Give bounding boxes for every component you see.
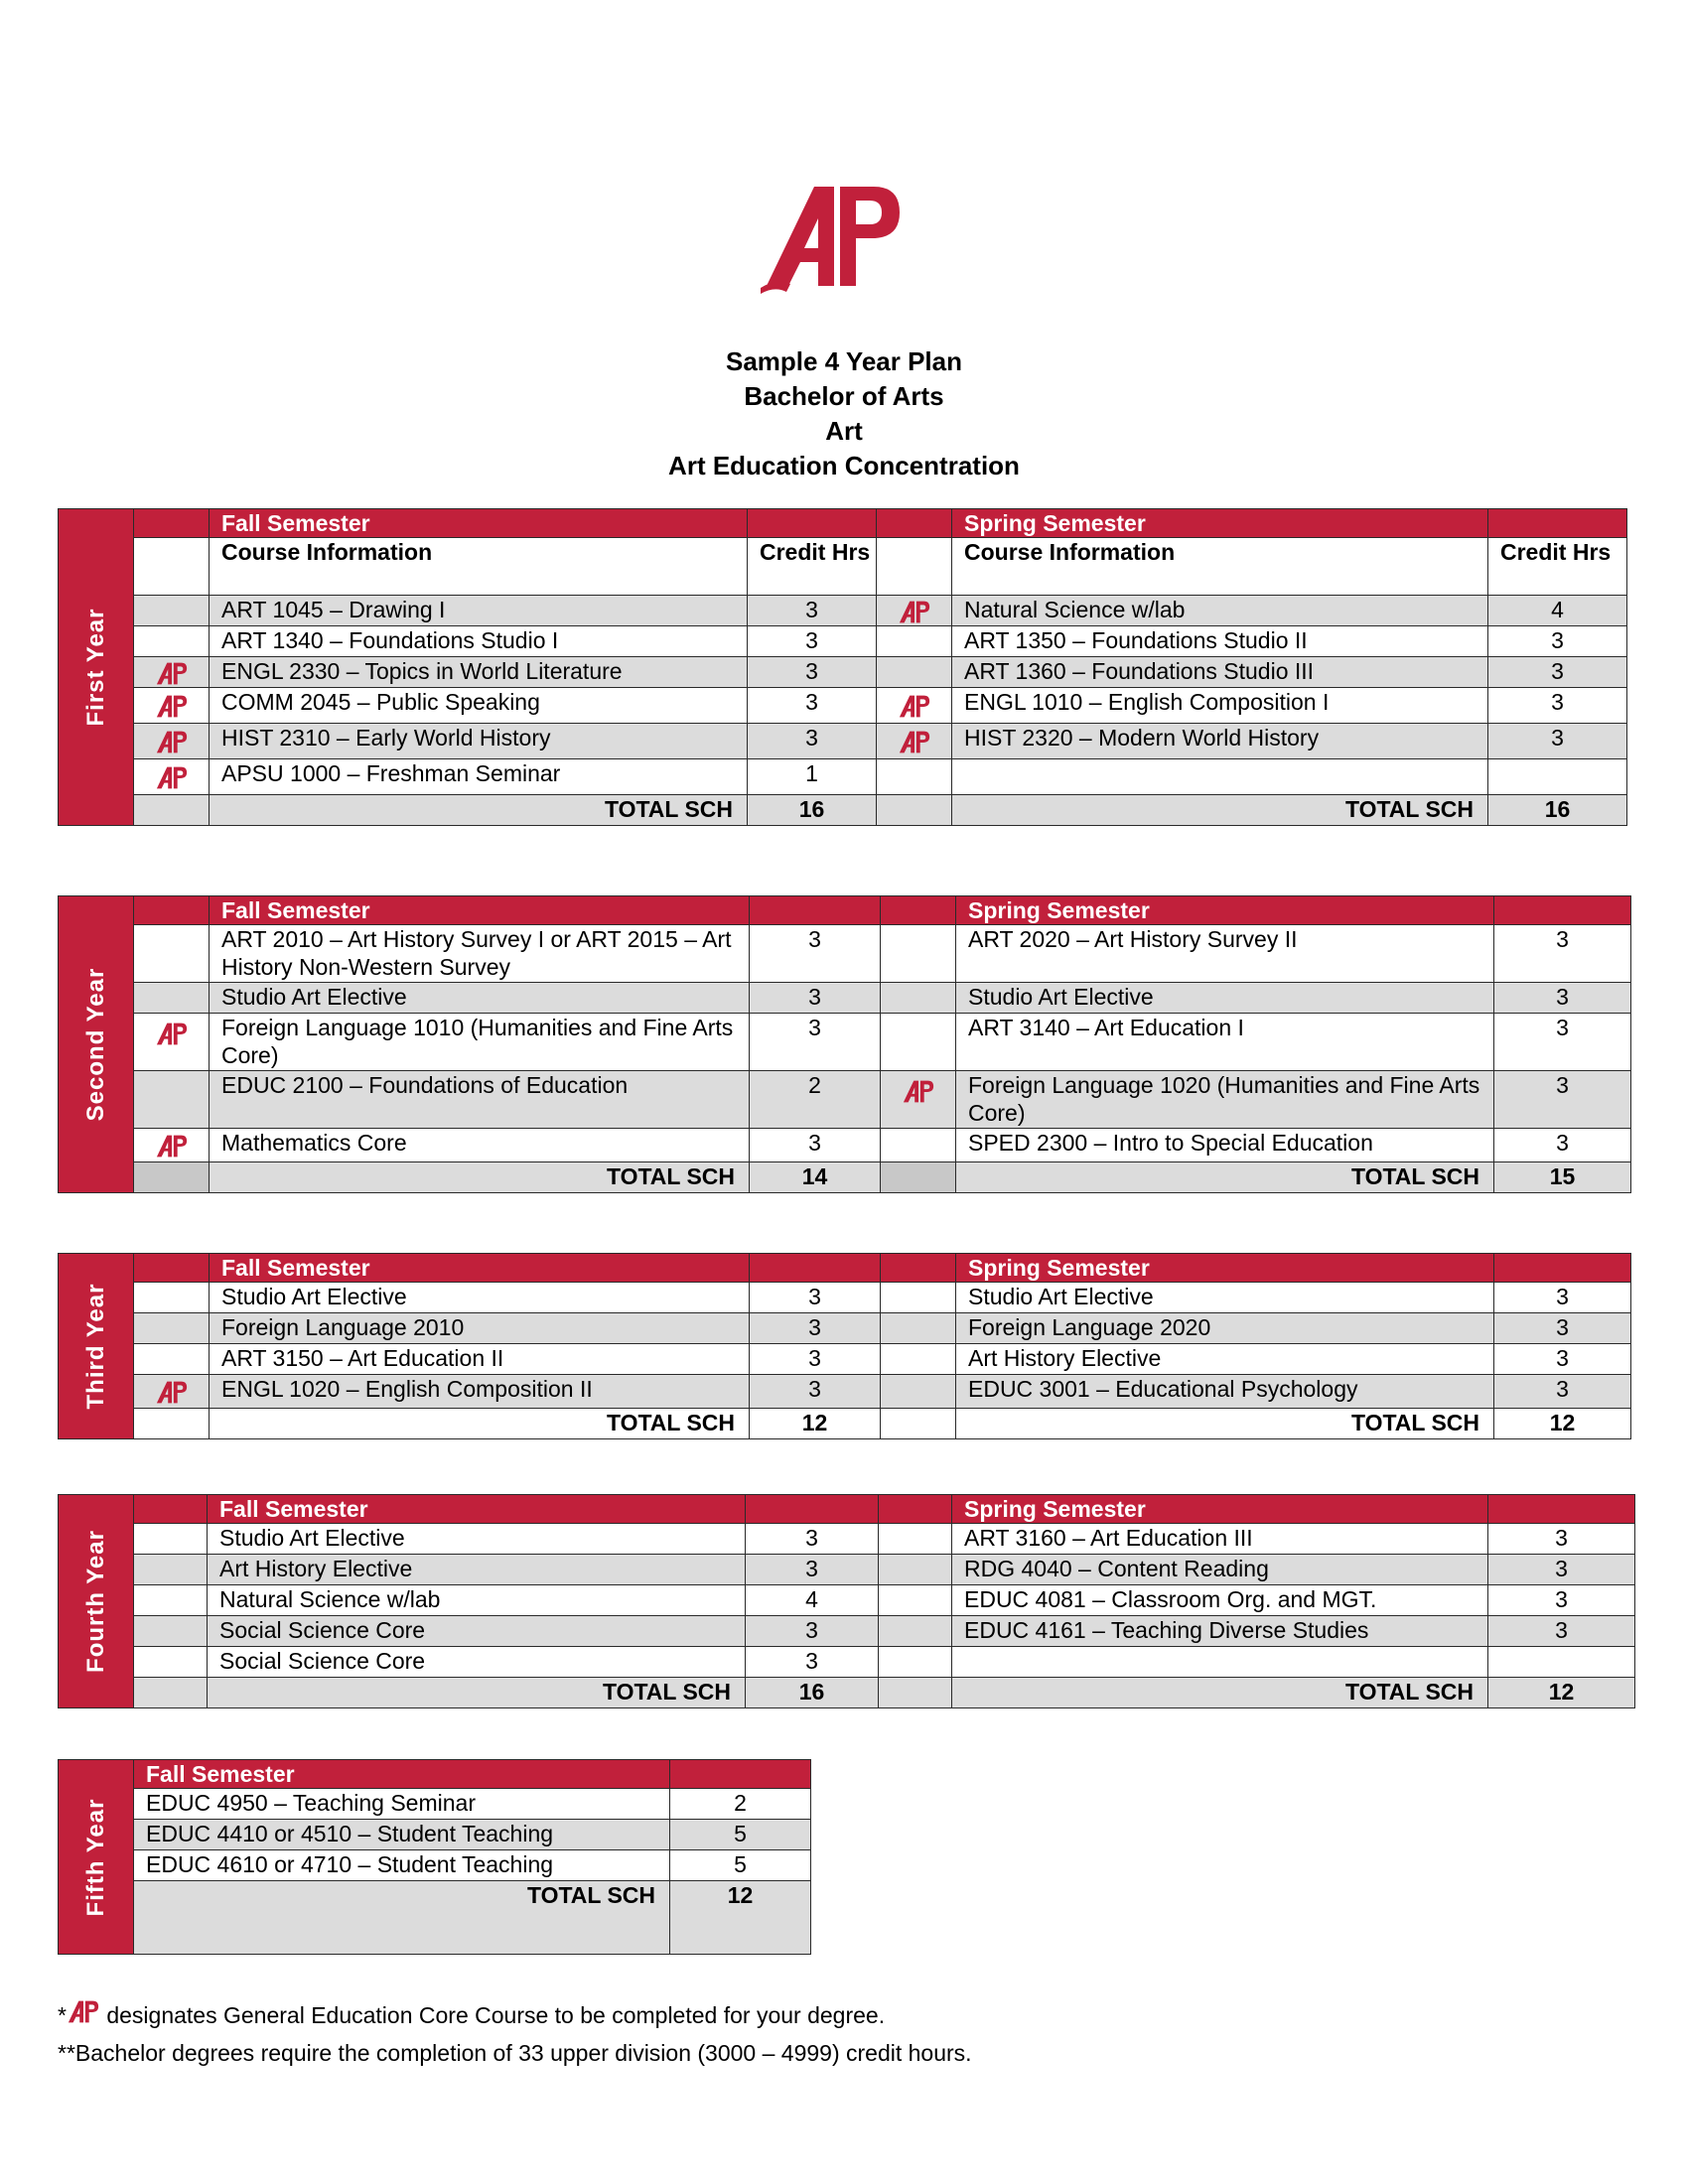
credit-cell: 3 [748, 596, 877, 626]
fall-total-label: TOTAL SCH [210, 1162, 750, 1193]
credit-cell: 3 [748, 657, 877, 688]
major-title: Art [825, 416, 863, 446]
gen-ed-core-icon [134, 1375, 210, 1409]
gen-ed-core-icon [134, 688, 210, 724]
footnote-star: * [58, 2002, 67, 2028]
gen-ed-core-icon [134, 724, 210, 759]
course-cell: SPED 2300 – Intro to Special Education [956, 1129, 1494, 1162]
credit-cell: 3 [1488, 1585, 1635, 1616]
fall-header: Fall Semester [210, 509, 748, 538]
course-cell: Foreign Language 1010 (Humanities and Fine Arts Core) [210, 1014, 750, 1071]
year-label-cell [59, 896, 134, 1193]
course-info-header: Course Information [952, 538, 1488, 596]
credit-cell: 2 [750, 1071, 881, 1129]
spring-header: Spring Semester [956, 1254, 1494, 1283]
credit-cell: 3 [1494, 1129, 1631, 1162]
credit-cell: 4 [1488, 596, 1627, 626]
credit-cell: 3 [1494, 1014, 1631, 1071]
footnote-text: designates General Education Core Course to be completed for your degree. [106, 2002, 886, 2028]
second-year-table [58, 895, 1631, 1193]
credit-cell: 3 [750, 1129, 881, 1162]
credit-cell: 3 [1494, 1375, 1631, 1409]
year-label-cell [59, 509, 134, 826]
gen-ed-core-icon [134, 759, 210, 795]
gen-ed-core-icon [134, 1014, 210, 1071]
course-cell [952, 759, 1488, 795]
credit-cell: 3 [1494, 1344, 1631, 1375]
fall-total-label: TOTAL SCH [134, 1881, 670, 1955]
credit-cell: 3 [748, 626, 877, 657]
fall-total-value: 16 [746, 1678, 879, 1708]
course-cell: COMM 2045 – Public Speaking [210, 688, 748, 724]
fall-total-label: TOTAL SCH [208, 1678, 746, 1708]
fall-total-value: 12 [750, 1409, 881, 1439]
credit-cell: 3 [746, 1555, 879, 1585]
course-cell: Studio Art Elective [208, 1524, 746, 1555]
spring-total-value: 16 [1488, 795, 1627, 826]
year-label: First Year [81, 608, 109, 727]
course-cell: Art History Elective [208, 1555, 746, 1585]
gen-ed-core-icon [877, 688, 952, 724]
fall-header: Fall Semester [134, 1760, 670, 1789]
credit-cell: 3 [746, 1524, 879, 1555]
course-cell: ART 3150 – Art Education II [210, 1344, 750, 1375]
credit-cell: 4 [746, 1585, 879, 1616]
course-cell: Studio Art Elective [210, 983, 750, 1014]
course-cell: EDUC 2100 – Foundations of Education [210, 1071, 750, 1129]
credit-hrs-header: Credit Hrs [1488, 538, 1627, 596]
course-info-header: Course Information [210, 538, 748, 596]
course-cell: Social Science Core [208, 1647, 746, 1678]
fall-total-value: 12 [670, 1881, 811, 1955]
credit-cell: 3 [750, 1375, 881, 1409]
credit-cell: 3 [1494, 1313, 1631, 1344]
third-year-table [58, 1253, 1631, 1439]
fall-header: Fall Semester [210, 1254, 750, 1283]
credit-cell: 3 [750, 983, 881, 1014]
course-cell: ART 2020 – Art History Survey II [956, 925, 1494, 983]
spring-header: Spring Semester [952, 509, 1488, 538]
course-cell: EDUC 4950 – Teaching Seminar [134, 1789, 670, 1820]
concentration-title: Art Education Concentration [668, 451, 1020, 480]
spring-total-value: 15 [1494, 1162, 1631, 1193]
course-cell: Social Science Core [208, 1616, 746, 1647]
fifth-year-table [58, 1759, 811, 1955]
credit-cell: 3 [1488, 1555, 1635, 1585]
spring-total-value: 12 [1494, 1409, 1631, 1439]
course-cell: APSU 1000 – Freshman Seminar [210, 759, 748, 795]
fall-total-label: TOTAL SCH [210, 795, 748, 826]
spring-header: Spring Semester [952, 1495, 1488, 1524]
plan-title: Sample 4 Year Plan [726, 346, 962, 376]
course-cell [952, 1647, 1488, 1678]
spring-total-label: TOTAL SCH [956, 1162, 1494, 1193]
credit-cell: 3 [1494, 983, 1631, 1014]
degree-title: Bachelor of Arts [744, 381, 944, 411]
course-cell: Studio Art Elective [210, 1283, 750, 1313]
credit-cell: 5 [670, 1850, 811, 1881]
fourth-year-table [58, 1494, 1635, 1708]
gen-ed-core-icon [134, 1129, 210, 1162]
credit-cell: 3 [746, 1647, 879, 1678]
fall-total-value: 14 [750, 1162, 881, 1193]
gen-ed-core-icon [134, 657, 210, 688]
course-cell: Foreign Language 2020 [956, 1313, 1494, 1344]
credit-hrs-header: Credit Hrs [748, 538, 877, 596]
course-cell: ART 1350 – Foundations Studio II [952, 626, 1488, 657]
spring-total-value: 12 [1488, 1678, 1635, 1708]
credit-cell: 3 [1488, 688, 1627, 724]
course-cell: EDUC 4161 – Teaching Diverse Studies [952, 1616, 1488, 1647]
course-cell: Art History Elective [956, 1344, 1494, 1375]
fall-total-label: TOTAL SCH [210, 1409, 750, 1439]
credit-cell: 3 [1494, 1071, 1631, 1129]
course-cell: Mathematics Core [210, 1129, 750, 1162]
course-cell: ART 3160 – Art Education III [952, 1524, 1488, 1555]
credit-cell [1488, 759, 1627, 795]
course-cell: Foreign Language 2010 [210, 1313, 750, 1344]
gen-ed-core-icon [877, 724, 952, 759]
credit-cell: 3 [1488, 1616, 1635, 1647]
course-cell: Studio Art Elective [956, 983, 1494, 1014]
spring-total-label: TOTAL SCH [956, 1409, 1494, 1439]
fall-total-value: 16 [748, 795, 877, 826]
credit-cell: 2 [670, 1789, 811, 1820]
course-cell: ART 2010 – Art History Survey I or ART 2015 – Art History Non-Western Survey [210, 925, 750, 983]
credit-cell: 3 [1494, 925, 1631, 983]
course-cell: Natural Science w/lab [208, 1585, 746, 1616]
credit-cell: 3 [750, 925, 881, 983]
credit-cell: 1 [748, 759, 877, 795]
course-cell: ART 1340 – Foundations Studio I [210, 626, 748, 657]
year-label: Fifth Year [81, 1798, 109, 1916]
year-label-cell [59, 1254, 134, 1439]
credit-cell: 3 [748, 688, 877, 724]
year-label: Third Year [81, 1283, 109, 1410]
course-cell: Natural Science w/lab [952, 596, 1488, 626]
fall-header: Fall Semester [208, 1495, 746, 1524]
credit-cell: 3 [1488, 1524, 1635, 1555]
course-cell: Foreign Language 1020 (Humanities and Fine Arts Core) [956, 1071, 1494, 1129]
course-cell: ENGL 1020 – English Composition II [210, 1375, 750, 1409]
course-cell: EDUC 4081 – Classroom Org. and MGT. [952, 1585, 1488, 1616]
course-cell: EDUC 4410 or 4510 – Student Teaching [134, 1820, 670, 1850]
spring-total-label: TOTAL SCH [952, 1678, 1488, 1708]
credit-cell: 3 [1494, 1283, 1631, 1313]
footnote-upper-division: **Bachelor degrees require the completion of 33 upper division (3000 – 4999) credit hours. [58, 2040, 972, 2066]
year-label: Fourth Year [81, 1530, 109, 1673]
credit-cell: 3 [748, 724, 877, 759]
apsu-logo [757, 167, 906, 306]
course-cell: HIST 2310 – Early World History [210, 724, 748, 759]
course-cell: HIST 2320 – Modern World History [952, 724, 1488, 759]
credit-cell: 3 [1488, 724, 1627, 759]
footnote-gen-ed [58, 1997, 885, 2029]
course-cell: EDUC 3001 – Educational Psychology [956, 1375, 1494, 1409]
spring-header: Spring Semester [956, 896, 1494, 925]
course-cell: RDG 4040 – Content Reading [952, 1555, 1488, 1585]
gen-ed-core-icon [881, 1071, 956, 1129]
credit-cell: 3 [750, 1313, 881, 1344]
fall-header: Fall Semester [210, 896, 750, 925]
course-cell: Studio Art Elective [956, 1283, 1494, 1313]
gen-ed-core-icon [67, 1997, 100, 2025]
gen-ed-core-icon [877, 596, 952, 626]
year-label: Second Year [81, 967, 109, 1122]
first-year-table [58, 508, 1627, 826]
credit-cell: 5 [670, 1820, 811, 1850]
course-cell: ENGL 1010 – English Composition I [952, 688, 1488, 724]
course-cell: ART 1045 – Drawing I [210, 596, 748, 626]
credit-cell: 3 [746, 1616, 879, 1647]
credit-cell: 3 [750, 1283, 881, 1313]
course-cell: ART 3140 – Art Education I [956, 1014, 1494, 1071]
course-cell: EDUC 4610 or 4710 – Student Teaching [134, 1850, 670, 1881]
plan-title-block [0, 344, 1688, 483]
credit-cell: 3 [750, 1344, 881, 1375]
course-cell: ART 1360 – Foundations Studio III [952, 657, 1488, 688]
course-cell: ENGL 2330 – Topics in World Literature [210, 657, 748, 688]
credit-cell: 3 [1488, 657, 1627, 688]
year-label-cell [59, 1495, 134, 1708]
credit-cell: 3 [750, 1014, 881, 1071]
credit-cell [1488, 1647, 1635, 1678]
spring-total-label: TOTAL SCH [952, 795, 1488, 826]
credit-cell: 3 [1488, 626, 1627, 657]
year-label-cell [59, 1760, 134, 1955]
